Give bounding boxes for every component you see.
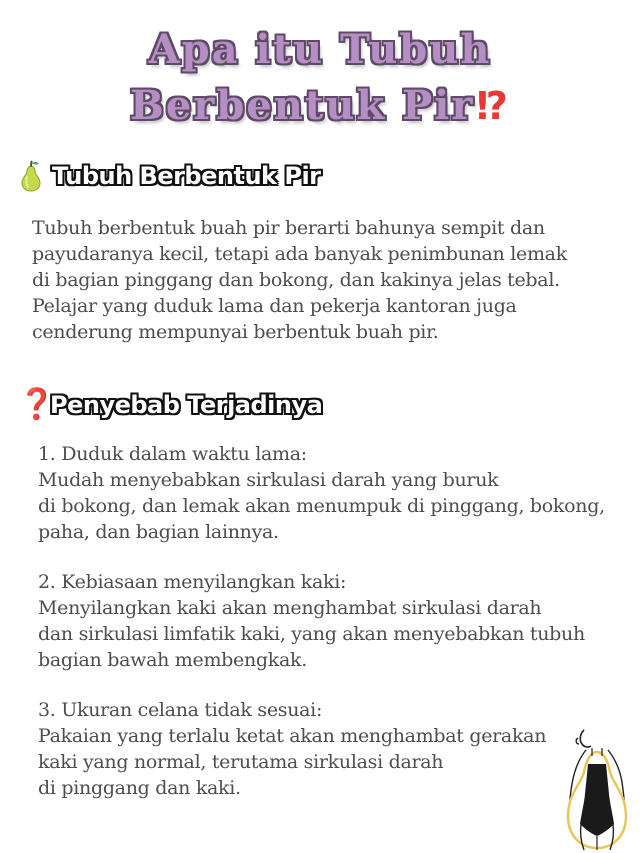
interrobang-icon: ⁉: [476, 84, 510, 128]
section-heading-pear-body: [18, 158, 321, 194]
section-heading-causes: [18, 387, 322, 423]
pear-body-figure-illustration: [548, 724, 638, 853]
cause-line: Menyilangkan kaki akan menghambat sirkulasi darah: [38, 597, 542, 619]
cause-line: paha, dan bagian lainnya.: [38, 521, 279, 543]
cause-line: di pinggang dan kaki.: [38, 777, 241, 799]
cause-title: 2. Kebiasaan menyilangkan kaki:: [38, 571, 347, 593]
intro-paragraph: [32, 215, 617, 345]
page-title-line-1: Apa itu Tubuh: [148, 26, 492, 73]
cause-line: kaki yang normal, terutama sirkulasi darah: [38, 751, 444, 773]
cause-title: 1. Duduk dalam waktu lama:: [38, 443, 307, 465]
paragraph-line: Tubuh berbentuk buah pir berarti bahunya sempit dan: [32, 217, 545, 239]
page-title-line-2: [0, 82, 640, 129]
cause-line: Pakaian yang terlalu ketat akan menghambat gerakan: [38, 725, 547, 747]
paragraph-line: di bagian pinggang dan bokong, dan kakinya jelas tebal.: [32, 269, 560, 291]
cause-item-1: [38, 441, 628, 545]
cause-line: dan sirkulasi limfatik kaki, yang akan menyebabkan tubuh: [38, 623, 585, 645]
cause-item-3: [38, 697, 628, 801]
cause-item-2: [38, 569, 628, 673]
cause-line: bagian bawah membengkak.: [38, 649, 307, 671]
cause-line: di bokong, dan lemak akan menumpuk di pinggang, bokong,: [38, 495, 605, 517]
cause-title: 3. Ukuran celana tidak sesuai:: [38, 699, 323, 721]
cause-line: Mudah menyebabkan sirkulasi darah yang buruk: [38, 469, 499, 491]
page-title-text: Berbentuk Pir: [130, 82, 475, 129]
pear-icon: [18, 160, 44, 192]
section-heading-text: Tubuh Berbentuk Pir: [52, 162, 321, 190]
question-mark-icon: ❓: [18, 387, 56, 422]
paragraph-line: cenderung mempunyai berbentuk buah pir.: [32, 321, 439, 343]
section-heading-text: Penyebab Terjadinya: [50, 391, 323, 419]
paragraph-line: Pelajar yang duduk lama dan pekerja kantoran juga: [32, 295, 517, 317]
paragraph-line: payudaranya kecil, tetapi ada banyak penimbunan lemak: [32, 243, 567, 265]
